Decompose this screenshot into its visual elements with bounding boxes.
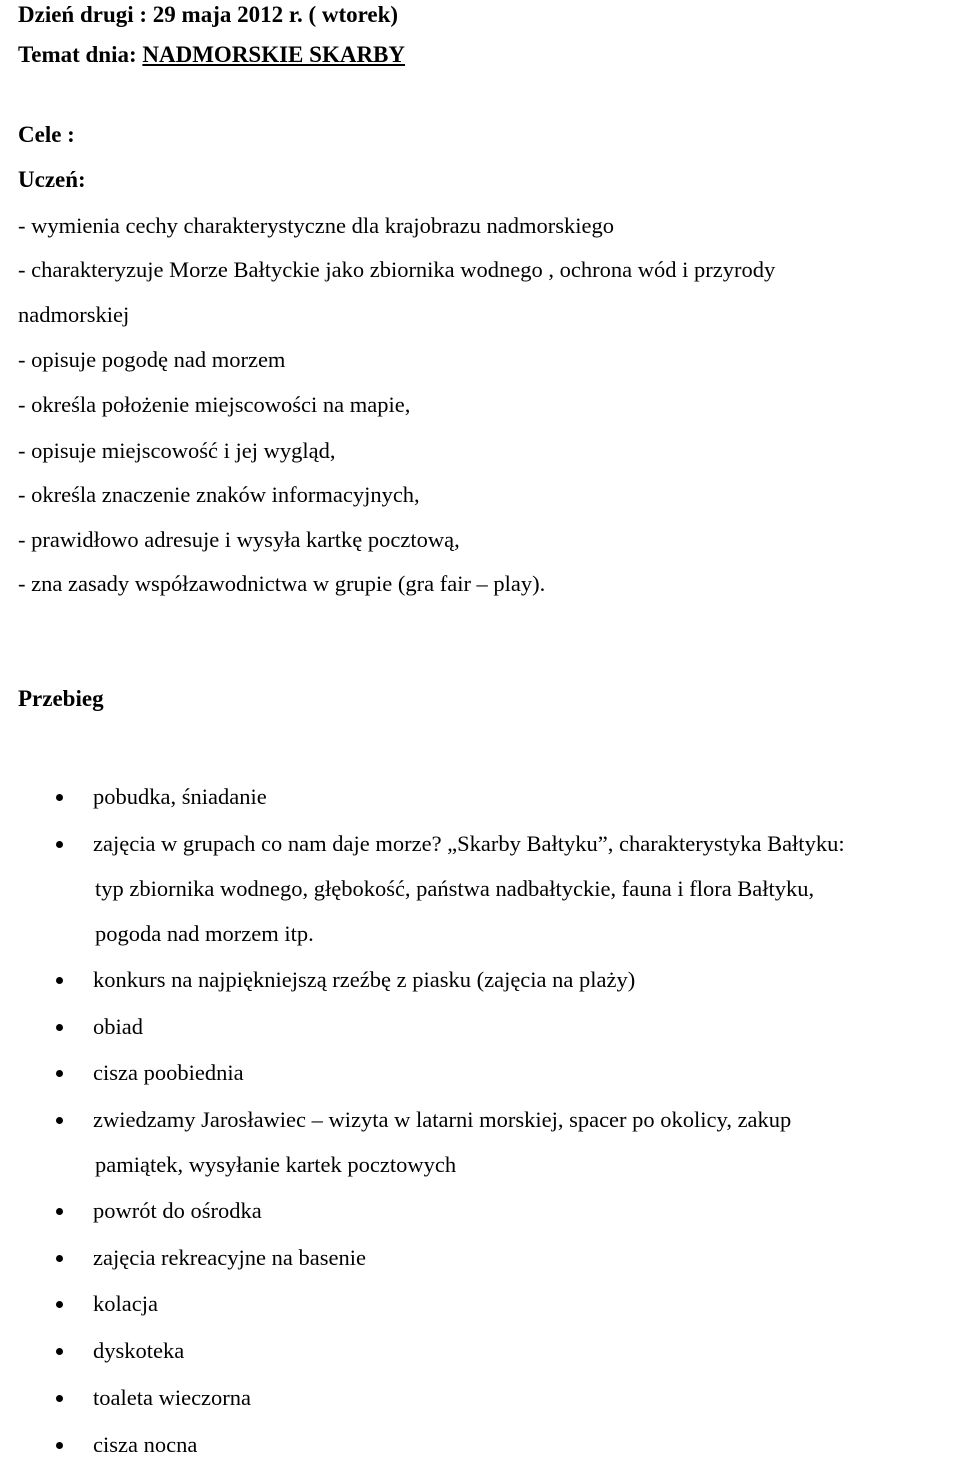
bullet-icon (56, 1395, 63, 1402)
topic-prefix: Temat dnia: (18, 42, 143, 67)
schedule-item-text: kolacja (93, 1291, 158, 1316)
schedule-item-text: zajęcia w grupach co nam daje morze? „Skarby Bałtyku”, charakterystyka Bałtyku: (93, 831, 845, 856)
goal-item: - określa znaczenie znaków informacyjnych, (18, 482, 420, 507)
bullet-icon (56, 1442, 63, 1449)
schedule-item-text: zajęcia rekreacyjne na basenie (93, 1245, 366, 1270)
bullet-icon (56, 1070, 63, 1077)
bullet-icon (56, 1208, 63, 1215)
bullet-icon (56, 1117, 63, 1124)
schedule-item-text: cisza nocna (93, 1432, 198, 1457)
schedule-item-text: zwiedzamy Jarosławiec – wizyta w latarni morskiej, spacer po okolicy, zakup (93, 1107, 792, 1132)
schedule-item-text: konkurs na najpiękniejszą rzeźbę z piasku (zajęcia na plaży) (93, 967, 636, 992)
bullet-icon (56, 1255, 63, 1262)
bullet-icon (56, 1348, 63, 1355)
topic-line (18, 40, 405, 70)
topic-title: NADMORSKIE SKARBY (142, 42, 406, 67)
schedule-heading: Przebieg (18, 686, 104, 711)
schedule-item-text: powrót do ośrodka (93, 1198, 262, 1223)
schedule-item-text: toaleta wieczorna (93, 1385, 252, 1410)
goals-subject: Uczeń: (18, 167, 86, 192)
goal-item: - opisuje miejscowość i jej wygląd, (18, 438, 336, 463)
goal-item: - wymienia cechy charakterystyczne dla krajobrazu nadmorskiego (18, 213, 614, 238)
goal-item: - charakteryzuje Morze Bałtyckie jako zbiornika wodnego , ochrona wód i przyrody (18, 257, 776, 282)
schedule-item-text: dyskoteka (93, 1338, 185, 1363)
schedule-item-text: obiad (93, 1014, 143, 1039)
bullet-icon (56, 841, 63, 848)
goal-item: - określa położenie miejscowości na mapie, (18, 392, 411, 417)
schedule-item-continuation: pamiątek, wysyłanie kartek pocztowych (95, 1152, 457, 1177)
goal-item: - opisuje pogodę nad morzem (18, 347, 286, 372)
bullet-icon (56, 977, 63, 984)
schedule-item-text: pobudka, śniadanie (93, 784, 267, 809)
goals-heading: Cele : (18, 122, 75, 147)
schedule-item-continuation: typ zbiornika wodnego, głębokość, państwa nadbałtyckie, fauna i flora Bałtyku, (95, 876, 815, 901)
bullet-icon (56, 1301, 63, 1308)
goal-item: - prawidłowo adresuje i wysyła kartkę pocztową, (18, 527, 460, 552)
goal-item: nadmorskiej (18, 302, 130, 327)
bullet-icon (56, 1024, 63, 1031)
bullet-icon (56, 794, 63, 801)
day-line: Dzień drugi : 29 maja 2012 r. ( wtorek) (18, 2, 399, 27)
schedule-item-continuation: pogoda nad morzem itp. (95, 921, 314, 946)
goal-item: - zna zasady współzawodnictwa w grupie (gra fair – play). (18, 571, 546, 596)
schedule-item-text: cisza poobiednia (93, 1060, 244, 1085)
